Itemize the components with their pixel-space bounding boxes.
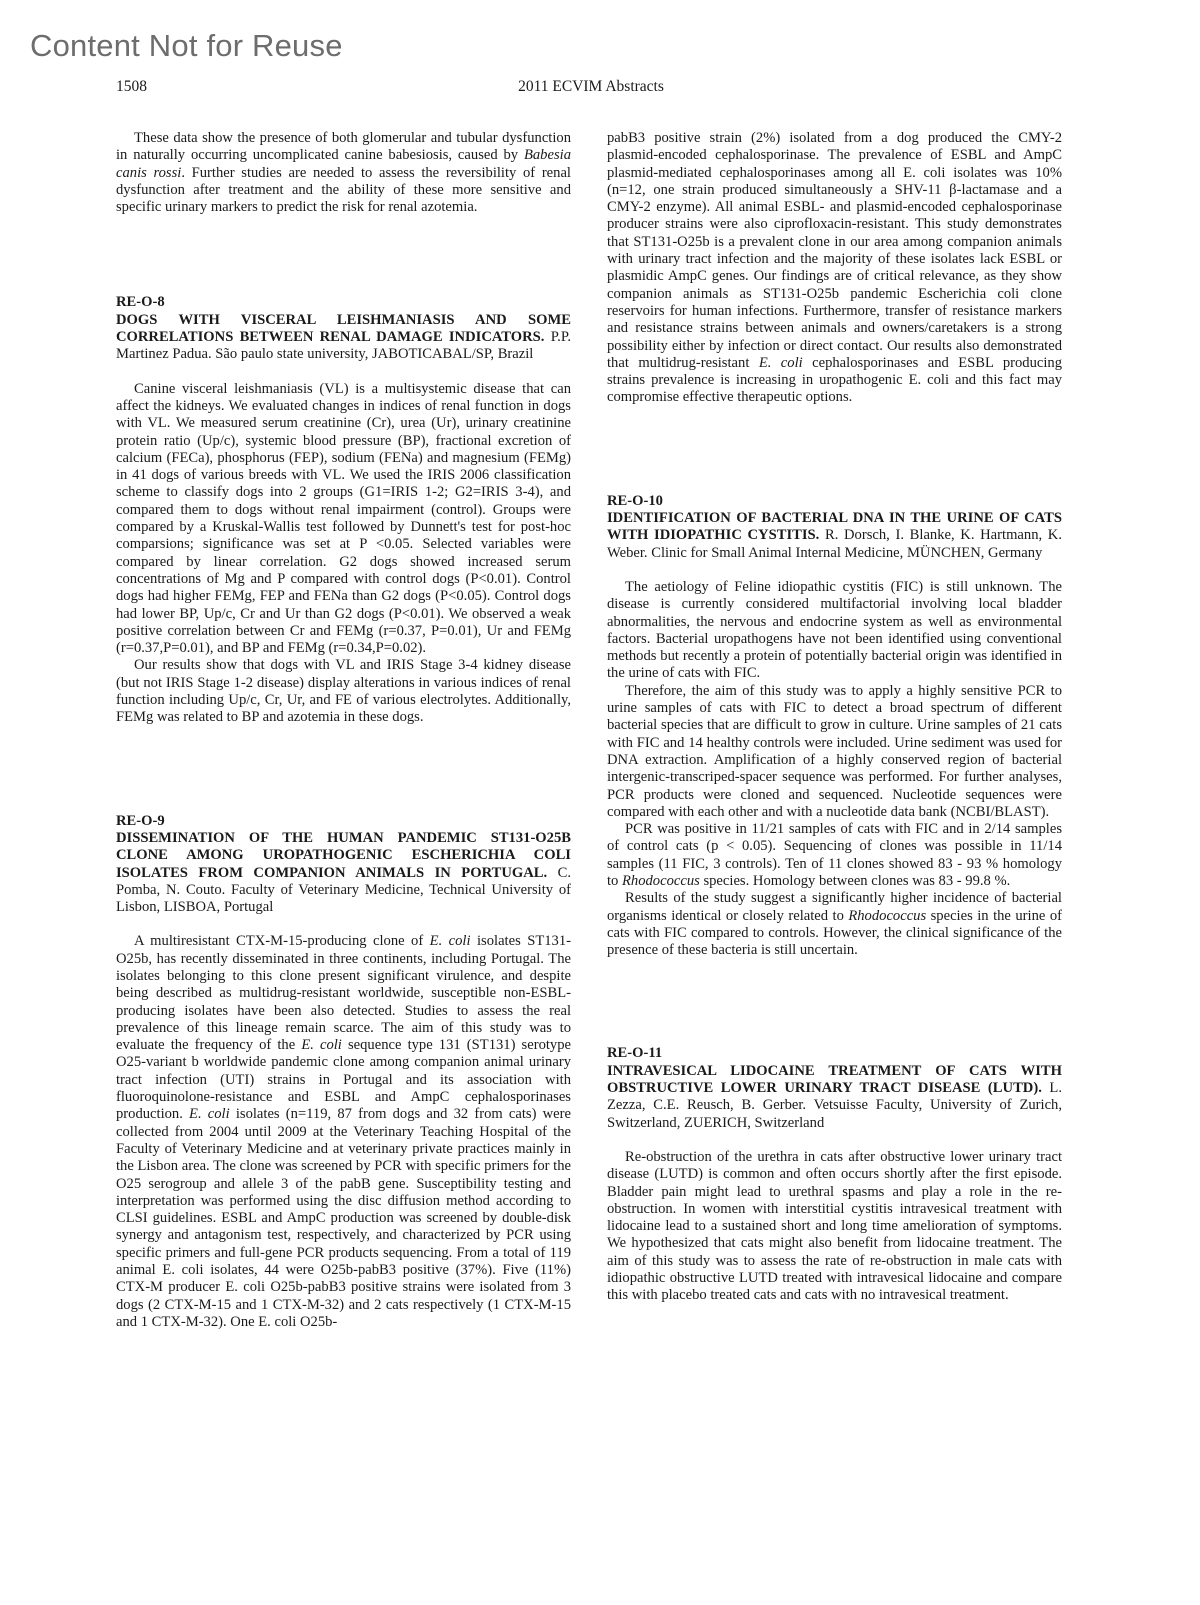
watermark: Content Not for Reuse (30, 28, 343, 63)
page-number: 1508 (116, 78, 147, 95)
abstract-continuation: pabB3 positive strain (2%) isolated from a dog produced the CMY-2 plasmid-encoded cephalosporinase. The prevalence of ESBL and AmpC plasmid-mediated cephalosporinases among all E. coli isolates was 10% (n=12, one strain produced simultaneously a SHV-11 β-lactamase and a CMY-2 enzyme). All animal ESBL- and plasmid-encoded cephalosporinase producer strains were also ciprofloxacin-resistant. This study demonstrates that ST131-O25b is a prevalent clone in our area among companion animals with urinary tract infection and the majority of these isolates lack ESBL or plasmidic AmpC genes. Our findings are of critical relevance, as they show companion animals as ST131-O25b pandemic Escherichia coli clone reservoirs for human infections. Furthermore, transfer of resistance markers and resistance strains between animals and owners/caretakers is a strong possibility either by infection or direct contact. Our results also demonstrated that multidrug-resistant E. coli cephalosporinases and ESBL producing strains prevalence is increasing in uropathogenic E. coli and this fact may compromise effective therapeutic options. (607, 130, 1062, 406)
abstract-title: INTRAVESICAL LIDOCAINE TREATMENT OF CATS WITH OBSTRUCTIVE LOWER URINARY TRACT DISEASE (LUTD). L. Zezza, C.E. Reusch, B. Gerber. Vetsuisse Faculty, University of Zurich, Switzerland, ZUERICH, Switzerland (607, 1062, 1062, 1131)
abstract-paragraph: PCR was positive in 11/21 samples of cats with FIC and in 2/14 samples of control cats (p < 0.05). Sequencing of clones was possible in 11/14 samples (11 FIC, 3 controls). Ten of 11 clones showed 83 - 93 % homology to Rhodococcus species. Homology between clones was 83 - 99.8 %. (607, 821, 1062, 889)
abstract-paragraph: Re-obstruction of the urethra in cats after obstructive lower urinary tract disease (LUTD) is common and often occurs shortly after the first episode. Bladder pain might lead to urethral spasms and play a role in the re-obstruction. In women with interstitial cystitis intravesical treatment with lidocaine lead to a sustained short and long time amelioration of symptoms. We hypothesized that cats might also benefit from lidocaine treatment. The aim of this study was to assess the rate of re-obstruction in male cats with idiopathic obstructive LUTD treated with intravesical lidocaine and compare this with placebo treated cats and cats with no intravesical treatment. (607, 1148, 1062, 1304)
abstract-paragraph: Therefore, the aim of this study was to apply a highly sensitive PCR to urine samples of cats with FIC to detect a broad spectrum of different bacterial species that are difficult to grow in culture. Urine samples of 21 cats with FIC and 14 healthy controls were included. Urine sediment was used for DNA extraction. Amplification of a highly conserved region of bacterial intergenic-transcriped-spacer sequence was performed. For further analyses, PCR products were cloned and sequenced. Nucleotide sequences were compared with each other and with a nucleotide data bank (NCBI/BLAST). (607, 682, 1062, 820)
right-column (607, 130, 1062, 1305)
abstract-authors: R. Dorsch, I. Blanke, K. Hartmann, K. Weber. Clinic for Small Animal Internal Medicine, MÜNCHEN, Germany (607, 527, 1063, 561)
journal-title: 2011 ECVIM Abstracts (518, 78, 664, 95)
abstract-re-o-11 (607, 1045, 1062, 1304)
abstract-paragraph: Our results show that dogs with VL and IRIS Stage 3-4 kidney disease (but not IRIS Stage 1-2 disease) display alterations in various indices of renal function including Up/c, Cr, Ur, and FE of various electrolytes. Additionally, FEMg was related to BP and azotemia in these dogs. (116, 657, 571, 726)
abstract-re-o-10 (607, 493, 1062, 960)
abstract-id: RE-O-9 (116, 812, 165, 829)
abstract-title: DISSEMINATION OF THE HUMAN PANDEMIC ST131-O25B CLONE AMONG UROPATHOGENIC ESCHERICHIA COLI ISOLATES FROM COMPANION ANIMALS IN PORTUGAL. C. Pomba, N. Couto. Faculty of Veterinary Medicine, Technical University of Lisbon, LISBOA, Portugal (116, 829, 572, 916)
left-column (116, 130, 571, 1331)
running-header (116, 78, 1066, 100)
abstract-id: RE-O-11 (607, 1045, 663, 1062)
abstract-id: RE-O-10 (607, 492, 663, 509)
intro-paragraph: These data show the presence of both glomerular and tubular dysfunction in naturally occurring uncomplicated canine babesiosis, caused by Babesia canis rossi. Further studies are needed to assess the reversibility of renal dysfunction after treatment and the ability of these more sensitive and specific urinary markers to predict the risk for renal azotemia. (116, 130, 571, 216)
abstract-title: DOGS WITH VISCERAL LEISHMANIASIS AND SOME CORRELATIONS BETWEEN RENAL DAMAGE INDICATORS. P.P. Martinez Padua. São paulo state university, JABOTICABAL/SP, Brazil (116, 311, 571, 363)
abstract-paragraph: Canine visceral leishmaniasis (VL) is a multisystemic disease that can affect the kidneys. We evaluated changes in indices of renal function in dogs with VL. We measured serum creatinine (Cr), urea (Ur), urinary creatinine protein ratio (Up/c), systemic blood pressure (BP), fractional excretion of calcium (FECa), phosphorus (FEP), sodium (FENa) and magnesium (FEMg) in 41 dogs of various breeds with VL. We used the IRIS 2006 classification scheme to classify dogs into 2 groups (G1=IRIS 1-2; G2=IRIS 3-4), and compared them to dogs without renal impairment (control). Groups were compared by a Kruskal-Wallis test followed by Dunnett's test for post-hoc comparsions; significance was set at P <0.05. Selected variables were compared by linear correlation. G2 dogs showed increased serum concentrations of Mg and P compared with control dogs (P<0.01). Control dogs had higher FEMg, FEP and FENa than G2 dogs (P<0.05). Control dogs had lower BP, Up/c, Cr and Ur than G2 dogs (P<0.01). We observed a weak positive correlation between Cr and FEMg (r=0.37, P=0.01), Ur and FEMg (r=0.37,P=0.01), and BP and FEMg (r=0.34,P=0.02). (116, 380, 571, 657)
abstract-id: RE-O-8 (116, 294, 165, 311)
abstract-re-o-8 (116, 294, 571, 726)
abstract-title: IDENTIFICATION OF BACTERIAL DNA IN THE URINE OF CATS WITH IDIOPATHIC CYSTITIS. R. Dorsch, I. Blanke, K. Hartmann, K. Weber. Clinic for Small Animal Internal Medicine, MÜNCHEN, Germany (607, 510, 1063, 561)
abstract-authors: P.P. Martinez Padua. São paulo state university, JABOTICABAL/SP, Brazil (116, 329, 571, 363)
abstract-authors: L. Zezza, C.E. Reusch, B. Gerber. Vetsuisse Faculty, University of Zurich, Switzerland, ZUERICH, Switzerland (607, 1080, 1062, 1131)
abstract-authors: C. Pomba, N. Couto. Faculty of Veterinary Medicine, Technical University of Lisbon, LISBOA, Portugal (116, 864, 572, 916)
abstract-re-o-9 (116, 813, 571, 1332)
abstract-paragraph: A multiresistant CTX-M-15-producing clone of E. coli isolates ST131-O25b, has recently disseminated in three continents, including Portugal. The isolates belonging to this clone present significant virulence, and despite being described as multidrug-resistant worldwide, susceptible non-ESBL-producing isolates have been also detected. Studies to assess the real prevalence of this lineage remain scarce. The aim of this study was to evaluate the frequency of the E. coli sequence type 131 (ST131) serotype O25-variant b worldwide pandemic clone among companion animal urinary tract infection (UTI) strains in Portugal and its association with fluoroquinolone-resistance and ESBL and AmpC cephalosporinases production. E. coli isolates (n=119, 87 from dogs and 32 from cats) were collected from 2004 until 2009 at the Veterinary Teaching Hospital of the Faculty of Veterinary Medicine and at veterinary private practices mainly in the Lisbon area. The clone was screened by PCR with specific primers for the O25 serogroup and allele 3 of the pabB gene. Susceptibility testing and interpretation was performed using the disc diffusion method according to CLSI guidelines. ESBL and AmpC production was screened by double-disk synergy and antagonism test, respectively, and characterized by PCR using specific primers and full-gene PCR products sequencing. From a total of 119 animal E. coli isolates, 44 were O25b-pabB3 positive (37%). Five (11%) CTX-M producer E. coli O25b-pabB3 positive strains were isolated from 3 dogs (2 CTX-M-15 and 1 CTX-M-32) and 2 cats respectively (1 CTX-M-15 and 1 CTX-M-32). One E. coli O25b- (116, 933, 571, 1330)
abstract-paragraph: The aetiology of Feline idiopathic cystitis (FIC) is still unknown. The disease is currently considered multifactorial involving local bladder abnormalities, the nervous and endocrine system as well as environmental factors. Bacterial uropathogens have not been identified using conventional methods but recently a protein of potentially bacterial origin was identified in the urine of cats with FIC. (607, 578, 1062, 682)
abstract-paragraph: Results of the study suggest a significantly higher incidence of bacterial organisms identical or closely related to Rhodococcus species in the urine of cats with FIC compared to controls. However, the clinical significance of the presence of these bacteria is still uncertain. (607, 890, 1062, 959)
